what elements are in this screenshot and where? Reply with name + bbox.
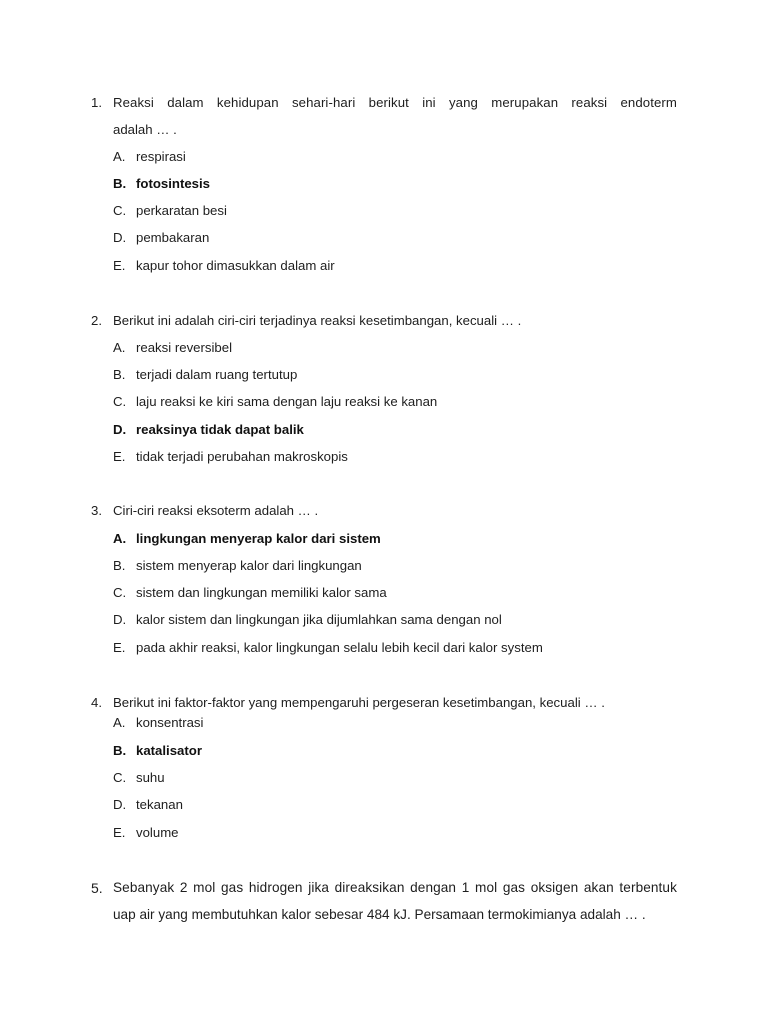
- option-1e: [0, 257, 768, 275]
- option-letter: E.: [113, 640, 126, 655]
- option-letter: C.: [113, 585, 127, 600]
- option-letter: C.: [113, 394, 127, 409]
- question-5-line-2: [0, 906, 768, 924]
- option-letter: B.: [113, 558, 126, 573]
- option-1a: [0, 148, 768, 166]
- question-number: 2.: [91, 313, 102, 328]
- question-5-line-1: [0, 879, 768, 897]
- option-2d-answer: [0, 421, 768, 439]
- option-4d: [0, 796, 768, 814]
- option-letter: E.: [113, 825, 126, 840]
- question-1-line-1: [0, 94, 768, 112]
- option-4a: [0, 714, 768, 732]
- option-text: kalor sistem dan lingkungan jika dijumlahkan sama dengan nol: [136, 612, 502, 627]
- question-number: 4.: [91, 695, 102, 710]
- question-1-line-2: [0, 121, 768, 139]
- option-letter: C.: [113, 203, 127, 218]
- option-letter: A.: [113, 531, 127, 546]
- option-2b: [0, 366, 768, 384]
- option-text: lingkungan menyerap kalor dari sistem: [136, 531, 381, 546]
- option-letter: B.: [113, 176, 127, 191]
- option-letter: D.: [113, 797, 127, 812]
- question-text: Ciri-ciri reaksi eksoterm adalah … .: [113, 503, 319, 518]
- option-text: sistem menyerap kalor dari lingkungan: [136, 558, 362, 573]
- option-letter: A.: [113, 715, 126, 730]
- option-text: laju reaksi ke kiri sama dengan laju reaksi ke kanan: [136, 394, 438, 409]
- option-2c: [0, 393, 768, 411]
- option-3c: [0, 584, 768, 602]
- question-2-line-1: [0, 312, 768, 330]
- option-text: pembakaran: [136, 230, 210, 245]
- option-text: respirasi: [136, 149, 186, 164]
- option-4e: [0, 824, 768, 842]
- question-text: Sebanyak 2 mol gas hidrogen jika direaksikan dengan 1 mol gas oksigen akan terbentuk: [113, 880, 677, 895]
- option-text: suhu: [136, 770, 165, 785]
- question-3-line-1: [0, 502, 768, 520]
- option-text: tidak terjadi perubahan makroskopis: [136, 449, 348, 464]
- option-2e: [0, 448, 768, 466]
- option-3b: [0, 557, 768, 575]
- option-text: reaksi reversibel: [136, 340, 233, 355]
- option-3e: [0, 639, 768, 657]
- option-text: konsentrasi: [136, 715, 204, 730]
- option-text: katalisator: [136, 743, 202, 758]
- option-text: reaksinya tidak dapat balik: [136, 422, 304, 437]
- option-letter: A.: [113, 149, 126, 164]
- question-text: Berikut ini adalah ciri-ciri terjadinya reaksi kesetimbangan, kecuali … .: [113, 313, 522, 328]
- question-text: Berikut ini faktor-faktor yang mempengaruhi pergeseran kesetimbangan, kecuali … .: [113, 695, 605, 710]
- option-text: volume: [136, 825, 179, 840]
- question-number: 5.: [91, 880, 103, 896]
- option-1c: [0, 202, 768, 220]
- option-3a-answer: [0, 530, 768, 548]
- option-text: sistem dan lingkungan memiliki kalor sama: [136, 585, 387, 600]
- option-4b-answer: [0, 742, 768, 760]
- option-1b-answer: [0, 175, 768, 193]
- option-2a: [0, 339, 768, 357]
- option-letter: D.: [113, 422, 127, 437]
- question-4-line-1: [0, 694, 768, 712]
- option-letter: B.: [113, 367, 126, 382]
- question-text: uap air yang membutuhkan kalor sebesar 484 kJ. Persamaan termokimianya adalah … .: [113, 907, 646, 922]
- option-1d: [0, 229, 768, 247]
- option-3d: [0, 611, 768, 629]
- option-text: perkaratan besi: [136, 203, 227, 218]
- option-letter: B.: [113, 743, 127, 758]
- option-text: fotosintesis: [136, 176, 211, 191]
- question-number: 1.: [91, 95, 102, 110]
- option-text: tekanan: [136, 797, 183, 812]
- option-letter: A.: [113, 340, 126, 355]
- question-text: adalah … .: [113, 122, 177, 137]
- option-4c: [0, 769, 768, 787]
- option-text: kapur tohor dimasukkan dalam air: [136, 258, 335, 273]
- option-letter: C.: [113, 770, 127, 785]
- question-number: 3.: [91, 503, 102, 518]
- option-letter: D.: [113, 230, 127, 245]
- option-text: pada akhir reaksi, kalor lingkungan selalu lebih kecil dari kalor system: [136, 640, 543, 655]
- option-text: terjadi dalam ruang tertutup: [136, 367, 298, 382]
- question-text: Reaksi dalam kehidupan sehari-hari berikut ini yang merupakan reaksi endoterm: [113, 95, 677, 110]
- option-letter: E.: [113, 449, 126, 464]
- option-letter: E.: [113, 258, 126, 273]
- option-letter: D.: [113, 612, 127, 627]
